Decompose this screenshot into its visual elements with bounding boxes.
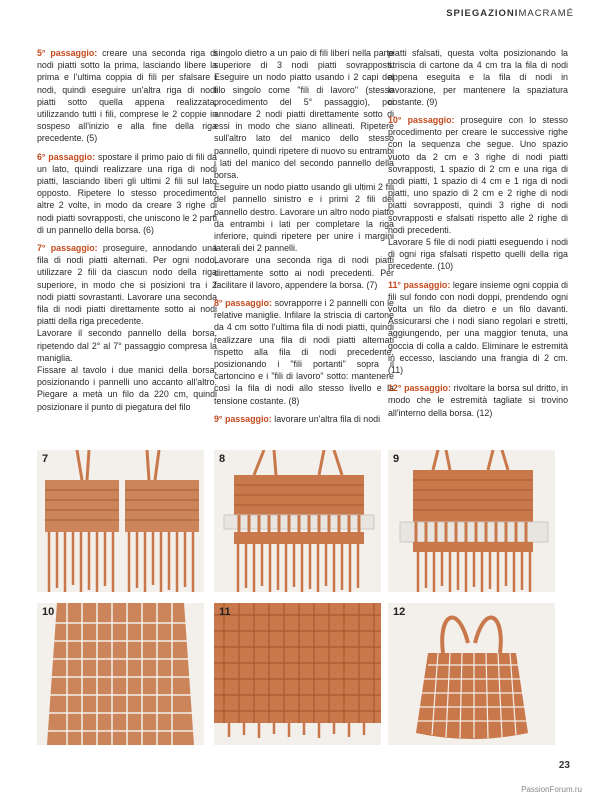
- macrame-bottom-fringe-image: [214, 603, 381, 745]
- step-8: [214, 297, 394, 407]
- step-7-title: 7° passaggio:: [37, 243, 98, 254]
- text-column-3: [388, 47, 568, 425]
- step-10-text: proseguire con lo stesso procedimento per creare le successive righe con la sequenza che segue. Uno spazio vuoto da 2 cm e 3 righe di nodi piatti sovrapposti, 1 spazio di 2 cm e una riga di nodi piatti, 1 spazio di 4 cm e 1 riga di nodi piatti, uno spazio di 2 cm e 2 righe di nodi piatti sovrapposti, quindi 3 righe di nodi sovrapposti e sfalsati rispetto alle 2 righe di nodi precedenti.: [388, 115, 568, 235]
- section-header: [446, 8, 574, 19]
- photo-number-10: 10: [42, 606, 55, 618]
- paragraph-staggered: piatti sfalsati, questa volta posizionando la striscia di cartone da 4 cm tra la fila di nodi appena eseguita e la fila di nodi in lavorazione, per mantenere la spaziatura costante. (9): [388, 48, 568, 107]
- step-10-title: 10° passaggio:: [388, 115, 455, 126]
- paragraph-fix-handles: Fissare al tavolo i due manici della borsa, posizionando i pannelli uno accanto all'altro. Piegare a metà un filo da 220 cm, quindi posizionare il punto di piegatura del filo: [37, 365, 217, 412]
- step-10: [388, 114, 568, 236]
- step-11-text: legare insieme ogni coppia di fili sul fondo con nodi doppi, prendendo ogni volta un filo da dietro e un filo davanti. Assicurarsi che i nodi siano regolari e stretti, aggiungendo, per una maggior tenuta, una goccia di colla a caldo. Eliminare le estremità in eccesso, lasciando una frangia di 2 cm. (11): [388, 279, 569, 376]
- macrame-two-panels-image: [37, 450, 204, 592]
- step-6-text: spostare il primo paio di fili da un lato, quindi realizzare una riga di nodi piatti, lasciando liberi gli ultimi 2 fili sul lato opposto. Ripetere lo stesso procedimento altre 2 volte, in modo da creare 3 righe di nodi piatti sovrapposti, che uniscono le 2 parti di un pannello della borsa. (6): [37, 151, 217, 235]
- topic-label: MACRAMÉ: [518, 8, 574, 19]
- photo-number-12: 12: [393, 606, 406, 618]
- photo-number-9: 9: [393, 453, 400, 465]
- paragraph-join-panels: Eseguire un nodo piatto usando gli ultimi 2 fili del pannello sinistro e i primi 2 fili del pannello destro. Lavorare un altro nodo piatto da entrambi i lati per completare la riga inferiore, quindi ripetere per unire i margini laterali dei 2 pannelli.: [214, 182, 394, 254]
- watermark-text: PassionForum.ru: [521, 785, 582, 794]
- step-5: [37, 47, 217, 145]
- step-12-text: rivoltare la borsa sul dritto, in modo che le estremità tagliate si trovino all'interno della borsa. (12): [388, 383, 568, 418]
- step-11: [388, 279, 568, 377]
- step-5-title: 5° passaggio:: [37, 48, 98, 58]
- photo-number-11: 11: [219, 606, 231, 618]
- step-9-title: 9° passaggio:: [214, 413, 272, 424]
- photo-step-7: [37, 450, 204, 592]
- step-7-text: proseguire, annodando una fila di nodi piatti alternati. Per ogni nodo, utilizzare 2 fili da ciascun nodo della riga superiore, in modo che si posizioni tra i 2 nodi piatti sovrastanti. Lavorare una seconda fila di nodi piatti direttamente sotto ai nodi piatti della riga precedente.: [37, 243, 217, 327]
- text-column-1: [37, 47, 217, 413]
- step-7: [37, 242, 217, 327]
- text-column-2: [214, 47, 394, 431]
- photo-step-8: [214, 450, 381, 592]
- macrame-net-bag-image: [37, 603, 204, 745]
- paragraph-single-cord: singolo dietro a un paio di fili liberi nella parte superiore di 3 nodi piatti sovrapposti. Eseguire un nodo piatto usando i 2 capi del filo singolo come "fili di lavoro" (stesso procedimento del 5° passaggio), poi annodare 2 nodi piatti direttamente sotto di essi in modo che siano allineati. Ripetere sull'altro lato del manico dello stesso pannello, quindi ripetere di nuovo su entrambi i lati del manico del secondo pannello della borsa.: [214, 48, 394, 181]
- paragraph-second-row: Lavorare una seconda riga di nodi piatti direttamente sotto ai nodi precedenti. Per facilitare il lavoro, appendere la borsa. (7): [214, 255, 394, 290]
- paragraph-second-panel: Lavorare il secondo pannello della borsa, ripetendo dal 2° al 7° passaggio compresa la maniglia.: [37, 328, 217, 363]
- step-12: [388, 382, 568, 419]
- photo-step-10: [37, 603, 204, 745]
- step-5-text: creare una seconda riga di nodi piatti sotto la prima, lasciando libere la prima e l'ultima coppia di fili per sfalsare i nodi, quindi eseguire un'altra riga di nodi piatti sotto quella appena realizzata, utilizzando tutti i fili, comprese le 2 coppie in sospeso all'inizio e alla fine della riga precedente. (5): [37, 48, 217, 144]
- macrame-cardboard-strip-image: [214, 450, 381, 592]
- step-6: [37, 151, 217, 236]
- step-6-title: 6° passaggio:: [37, 151, 96, 162]
- photo-number-7: 7: [42, 453, 49, 465]
- macrame-second-strip-image: [388, 450, 555, 592]
- step-9-text: lavorare un'altra fila di nodi: [271, 413, 381, 424]
- step-11-title: 11° passaggio:: [388, 279, 451, 290]
- macrame-finished-bag-image: [388, 603, 555, 745]
- photo-step-12: [388, 603, 555, 745]
- section-label: SPIEGAZIONI: [446, 8, 519, 19]
- photo-step-11: [214, 603, 381, 745]
- photo-number-8: 8: [219, 453, 226, 465]
- photo-step-9: [388, 450, 555, 592]
- page-number: 23: [558, 760, 570, 771]
- paragraph-five-rows: Lavorare 5 file di nodi piatti eseguendo i nodi di ogni riga sfalsati rispetto quelli della riga precedente. (10): [388, 237, 568, 272]
- step-9: [214, 413, 394, 425]
- step-12-title: 12° passaggio:: [388, 383, 451, 394]
- step-8-text: sovrapporre i 2 pannelli con le relative maniglie. Infilare la striscia di cartone da 4 cm sotto l'ultima fila di nodi piatti, quindi realizzare una fila di nodi piatti alternati rispetto alla fila di nodi precedente, posizionando i "fili portanti" sopra il cartoncino e i "fili di lavoro" sotto: mantenere così la fila di nodi allo stesso livello e la tensione costante. (8): [214, 298, 394, 406]
- step-8-title: 8° passaggio:: [214, 298, 272, 309]
